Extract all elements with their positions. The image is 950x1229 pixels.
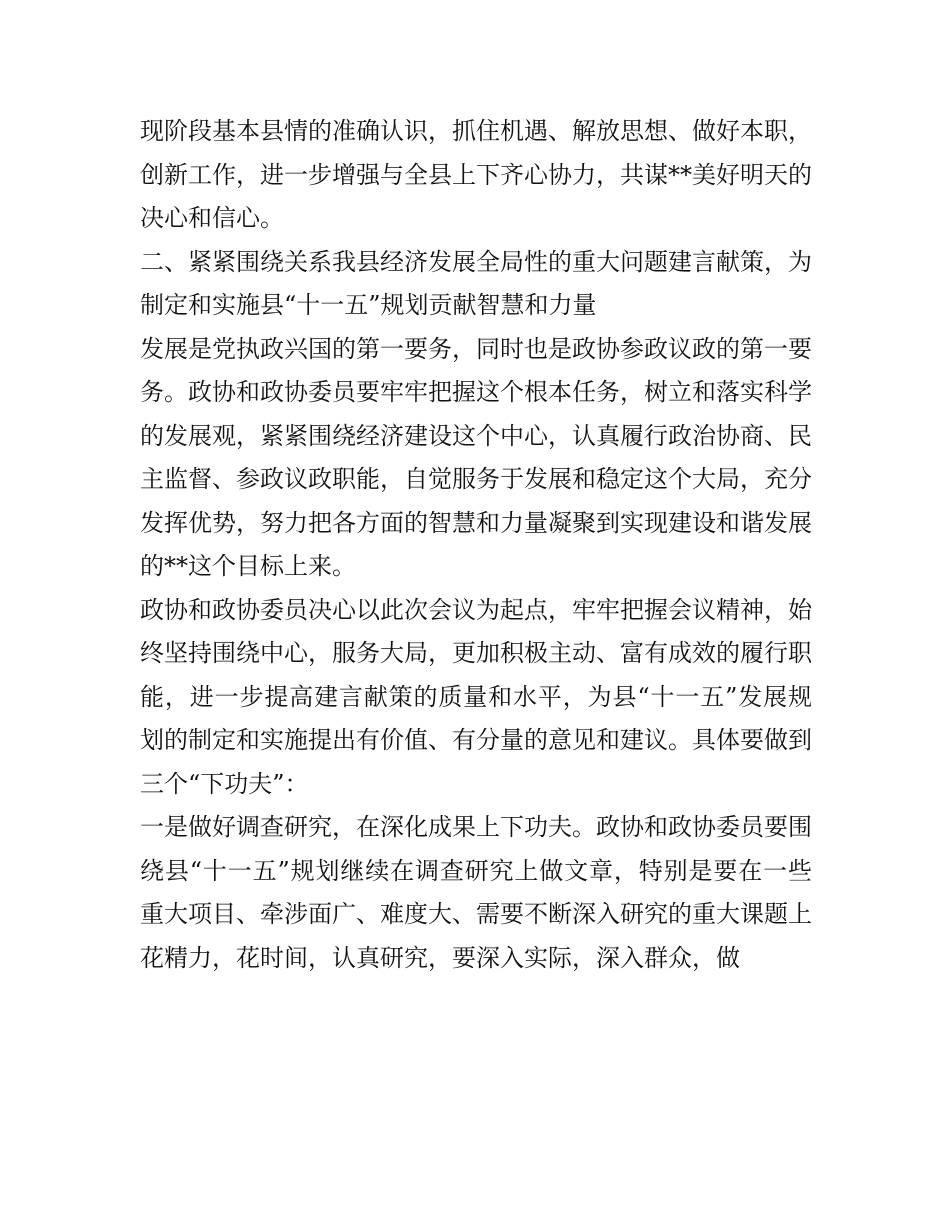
paragraph-development: 发展是党执政兴国的第一要务，同时也是政协参政议政的第一要务。政协和政协委员要牢牢把握这个根本任务，树立和落实科学的发展观，紧紧围绕经济建设这个中心，认真履行政治协商、民主监督、参政议政职能，自觉服务于发展和稳定这个大局，充分发挥优势，努力把各方面的智慧和力量凝聚到实现建设和谐发展的**这个目标上来。 xyxy=(140,334,812,580)
section-heading: 二、紧紧围绕关系我县经济发展全局性的重大问题建言献策，为制定和实施县“十一五”规划贡献智慧和力量 xyxy=(140,247,812,319)
paragraph-committee-resolve: 政协和政协委员决心以此次会议为起点，牢牢把握会议精神，始终坚持围绕中心，服务大局，更加积极主动、富有成效的履行职能，进一步提高建言献策的质量和水平，为县“十一五”发展规划的制定和实施提出有价值、有分量的意见和建议。具体要做到三个“下功夫”： xyxy=(140,595,812,798)
paragraph-point-one: 一是做好调查研究，在深化成果上下功夫。政协和政协委员要围绕县“十一五”规划继续在调查研究上做文章，特别是要在一些重大项目、牵涉面广、难度大、需要不断深入研究的重大课题上花精力，花时间，认真研究，要深入实际，深入群众，做 xyxy=(140,813,812,972)
document-body xyxy=(140,110,812,980)
paragraph-continuation: 现阶段基本县情的准确认识，抓住机遇、解放思想、做好本职，创新工作，进一步增强与全县上下齐心协力，共谋**美好明天的决心和信心。 xyxy=(140,117,812,232)
